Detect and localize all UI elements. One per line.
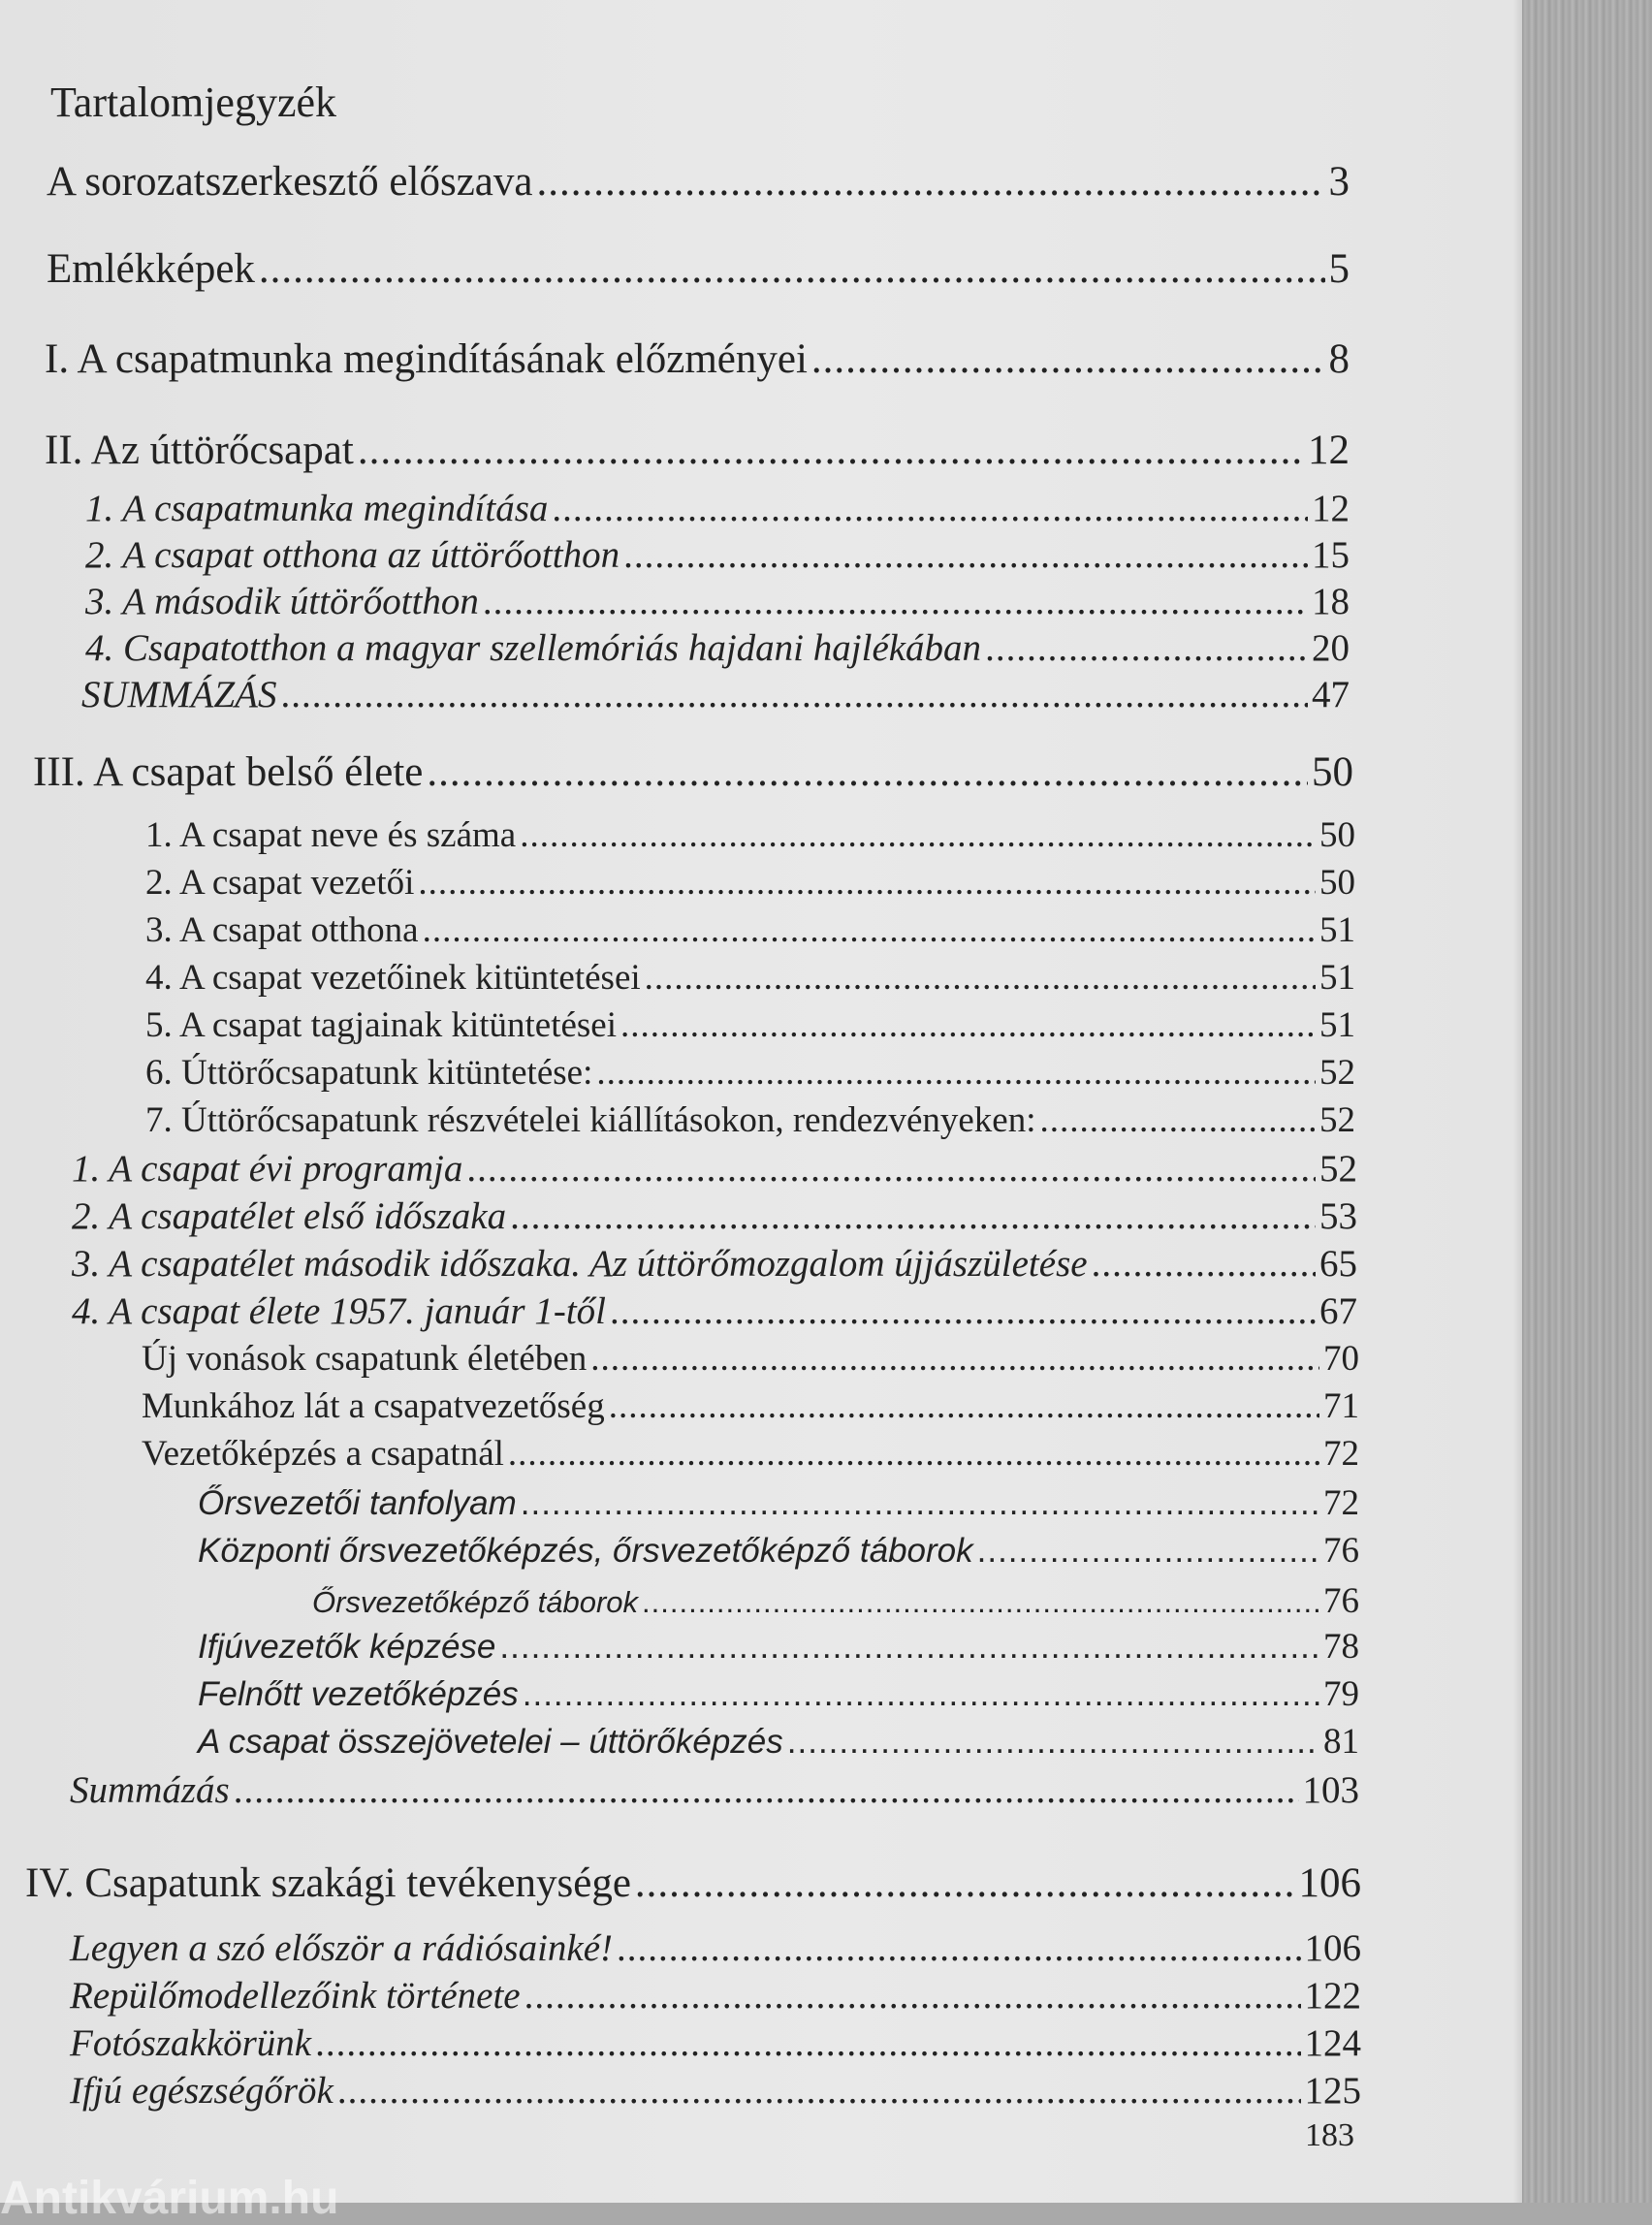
toc-entry-label: 2. A csapat vezetői: [145, 863, 415, 903]
toc-entry-label: 1. A csapatmunka megindítása: [85, 488, 549, 529]
toc-entry-label: Legyen a szó először a rádiósainké!: [70, 1927, 614, 1969]
toc-entry: [145, 909, 1355, 951]
dot-leader: [358, 427, 1304, 474]
toc-entry-label: 1. A csapat évi programja: [72, 1148, 463, 1190]
toc-entry-label: I. A csapatmunka megindításának előzményei: [45, 336, 808, 382]
toc-entry-page: 52: [1319, 1100, 1355, 1140]
toc-entry: [198, 1721, 1359, 1763]
toc-entry-label: III. A csapat belső élete: [33, 749, 424, 795]
toc-entry-label: Munkához lát a csapatvezetőség: [142, 1386, 605, 1426]
toc-entry: [70, 2069, 1361, 2113]
toc-entry-label: 2. A csapat otthona az úttörőotthon: [85, 534, 620, 576]
toc-entry-page: 122: [1304, 1975, 1361, 2017]
toc-entry-page: 3: [1328, 159, 1350, 205]
dot-leader: [499, 1628, 1319, 1667]
toc-entry-label: 2. A csapatélet első időszaka: [72, 1195, 507, 1237]
toc-entry-label: 4. A csapat élete 1957. január 1-től: [72, 1290, 607, 1332]
toc-entry-label: 1. A csapat neve és száma: [145, 815, 517, 855]
toc-entry-label: SUMMÁZÁS: [81, 674, 277, 715]
dot-leader: [620, 1004, 1316, 1046]
toc-entry-chapter-4: [25, 1859, 1361, 1907]
toc-title: Tartalomjegyzék: [50, 79, 337, 126]
toc-entry: [142, 1433, 1359, 1475]
toc-entry-summary: [70, 1768, 1359, 1812]
toc-entry-label: IV. Csapatunk szakági tevékenysége: [25, 1860, 631, 1906]
toc-entry-page: 51: [1319, 1005, 1355, 1045]
toc-entry-page: 47: [1312, 674, 1350, 715]
dot-leader: [623, 533, 1308, 577]
dot-leader: [520, 814, 1316, 856]
dot-leader: [1092, 1242, 1316, 1286]
toc-entry-memories: [47, 245, 1350, 293]
toc-entry: [198, 1673, 1359, 1715]
toc-entry-page: 76: [1323, 1581, 1359, 1621]
adjacent-page-stack: [1522, 0, 1652, 2203]
toc-entry: [142, 1385, 1359, 1427]
toc-entry-label: 6. Úttörőcsapatunk kitüntetése:: [145, 1053, 593, 1093]
toc-entry-preface: [47, 158, 1350, 206]
toc-entry: [72, 1194, 1357, 1238]
dot-leader: [483, 580, 1308, 623]
toc-entry-page: 65: [1319, 1243, 1357, 1285]
toc-entry: [72, 1289, 1357, 1333]
toc-entry-label: 3. A második úttörőotthon: [85, 581, 479, 622]
toc-entry-page: 5: [1328, 246, 1350, 292]
toc-entry-page: 79: [1323, 1674, 1359, 1714]
toc-entry-label: Őrsvezetőképző táborok: [312, 1585, 639, 1619]
toc-entry-page: 72: [1323, 1434, 1359, 1474]
toc-entry-page: 15: [1312, 534, 1350, 576]
toc-entry-page: 50: [1319, 863, 1355, 903]
dot-leader: [280, 673, 1308, 716]
toc-entry-page: 8: [1328, 336, 1350, 382]
toc-entry-page: 106: [1304, 1927, 1361, 1969]
dot-leader: [427, 748, 1308, 796]
toc-entry-page: 78: [1323, 1627, 1359, 1667]
toc-entry: [145, 862, 1355, 904]
toc-entry-page: 124: [1304, 2022, 1361, 2064]
toc-entry-page: 50: [1312, 749, 1353, 795]
dot-leader: [977, 1532, 1319, 1571]
toc-entry: [70, 2021, 1361, 2065]
toc-entry-label: Emlékképek: [47, 246, 255, 292]
toc-entry-page: 125: [1304, 2070, 1361, 2112]
dot-leader: [524, 1974, 1301, 2018]
toc-entry-chapter-1: [45, 335, 1350, 383]
toc-entry: [85, 580, 1350, 623]
toc-entry-label: Summázás: [70, 1769, 230, 1811]
toc-entry-label: 3. A csapatélet második időszaka. Az úttörőmozgalom újjászületése: [72, 1243, 1088, 1285]
dot-leader: [510, 1194, 1316, 1238]
toc-entry-label: A csapat összejövetelei – úttörőképzés: [198, 1723, 783, 1761]
toc-entry-page: 12: [1312, 488, 1350, 529]
toc-entry: [85, 487, 1350, 530]
toc-entry-label: 4. Csapatotthon a magyar szellemóriás hajdani hajlékában: [85, 627, 982, 669]
toc-entry: [312, 1580, 1359, 1622]
dot-leader: [617, 1926, 1300, 1970]
toc-entry-label: II. Az úttörőcsapat: [45, 428, 354, 473]
dot-leader: [418, 862, 1316, 904]
watermark: Antikvárium.hu: [0, 2173, 339, 2224]
toc-entry: [198, 1530, 1359, 1572]
toc-entry-page: 72: [1323, 1483, 1359, 1523]
toc-entry: [72, 1242, 1357, 1286]
toc-entry-label: Ifjú egészségőrök: [70, 2070, 334, 2112]
dot-leader: [552, 487, 1308, 530]
toc-entry-page: 12: [1308, 428, 1350, 473]
toc-entry: [145, 814, 1355, 856]
toc-entry-label: 3. A csapat otthona: [145, 910, 419, 950]
toc-entry-page: 20: [1312, 627, 1350, 669]
toc-entry-page: 53: [1319, 1195, 1357, 1237]
dot-leader: [521, 1484, 1319, 1523]
toc-entry: [145, 1052, 1355, 1094]
toc-entry-label: Fotószakkörünk: [70, 2022, 312, 2064]
dot-leader: [423, 909, 1316, 951]
toc-entry-page: 81: [1323, 1722, 1359, 1762]
dot-leader: [645, 957, 1316, 999]
toc-entry-label: Őrsvezetői tanfolyam: [198, 1484, 517, 1522]
dot-leader: [523, 1675, 1319, 1714]
toc-entry: [85, 626, 1350, 670]
toc-entry-page: 67: [1319, 1290, 1357, 1332]
dot-leader: [315, 2021, 1300, 2065]
toc-entry-chapter-3: [33, 748, 1353, 796]
dot-leader: [259, 245, 1325, 293]
toc-entry-label: 7. Úttörőcsapatunk részvételei kiállításokon, rendezvényeken:: [145, 1100, 1036, 1140]
toc-entry: [145, 957, 1355, 999]
toc-entry: [72, 1147, 1357, 1191]
toc-entry-page: 51: [1319, 910, 1355, 950]
toc-entry: [198, 1482, 1359, 1524]
toc-entry: [145, 1004, 1355, 1046]
toc-entry-label: A sorozatszerkesztő előszava: [47, 159, 533, 205]
dot-leader: [590, 1338, 1319, 1380]
toc-entry-page: 76: [1323, 1531, 1359, 1571]
dot-leader: [610, 1289, 1316, 1333]
dot-leader: [466, 1147, 1316, 1191]
toc-entry: [70, 1926, 1361, 1970]
dot-leader: [635, 1859, 1295, 1907]
dot-leader: [337, 2069, 1301, 2113]
toc-entry-label: Új vonások csapatunk életében: [142, 1339, 588, 1379]
toc-entry-label: 5. A csapat tagjainak kitüntetései: [145, 1005, 618, 1045]
dot-leader: [642, 1585, 1319, 1620]
dot-leader: [609, 1385, 1319, 1427]
toc-entry-page: 70: [1323, 1339, 1359, 1379]
dot-leader: [1040, 1099, 1317, 1141]
toc-entry: [85, 533, 1350, 577]
toc-entry-page: 71: [1323, 1386, 1359, 1426]
dot-leader: [596, 1052, 1316, 1094]
toc-entry-label: Ifjúvezetők képzése: [198, 1628, 496, 1666]
toc-entry: [70, 1974, 1361, 2018]
dot-leader: [985, 626, 1308, 670]
toc-entry-page: 52: [1319, 1148, 1357, 1190]
toc-entry-label: 4. A csapat vezetőinek kitüntetései: [145, 958, 641, 998]
toc-entry: [145, 1099, 1355, 1141]
toc-entry-page: 106: [1298, 1860, 1361, 1906]
toc-entry-label: Vezetőképzés a csapatnál: [142, 1434, 504, 1474]
dot-leader: [811, 335, 1325, 383]
toc-entry-label: Központi őrsvezetőképzés, őrsvezetőképző táborok: [198, 1532, 973, 1570]
dot-leader: [508, 1433, 1319, 1475]
toc-entry: [142, 1338, 1359, 1380]
toc-entry-page: 51: [1319, 958, 1355, 998]
toc-entry-page: 52: [1319, 1053, 1355, 1093]
toc-entry-label: Repülőmodellezőink története: [70, 1975, 521, 2017]
dot-leader: [234, 1768, 1299, 1812]
toc-entry-label: Felnőtt vezetőképzés: [198, 1675, 519, 1713]
toc-entry-page: 18: [1312, 581, 1350, 622]
toc-entry-page: 50: [1319, 815, 1355, 855]
toc-entry-chapter-2: [45, 427, 1350, 474]
toc-entry: [198, 1626, 1359, 1668]
toc-entry-page: 103: [1302, 1769, 1359, 1811]
toc-entry-summary: [81, 673, 1350, 716]
page-number: 183: [1305, 2117, 1354, 2153]
dot-leader: [787, 1723, 1319, 1762]
dot-leader: [536, 158, 1324, 206]
